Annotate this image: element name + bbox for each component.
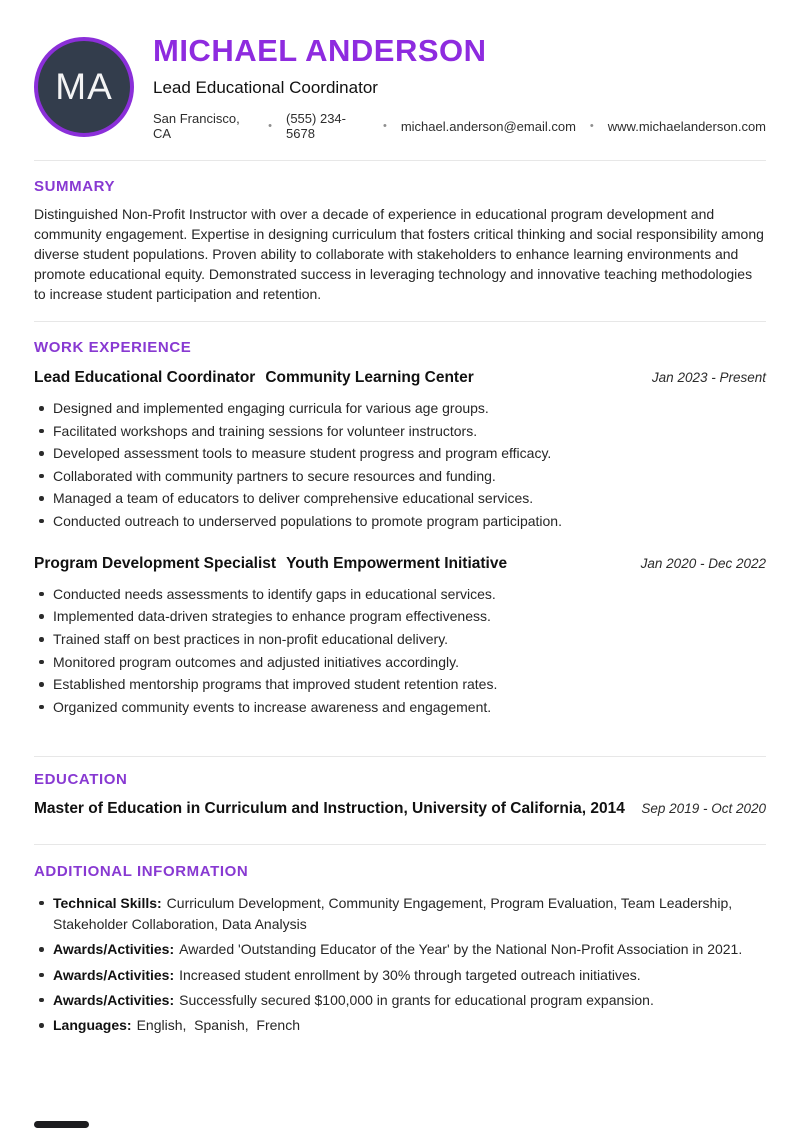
contact-email: michael.anderson@email.com	[400, 118, 576, 134]
education-heading: EDUCATION	[34, 770, 128, 788]
additional-item-label: Awards/Activities:	[53, 941, 175, 958]
job-company: Community Learning Center	[265, 369, 474, 387]
page-end-indicator	[34, 1121, 89, 1128]
additional-item	[34, 1015, 766, 1037]
additional-item	[34, 939, 766, 961]
job-title: Program Development Specialist	[34, 554, 277, 572]
avatar-initials: MA	[55, 66, 113, 107]
bullet-separator-icon: •	[268, 120, 272, 132]
bullet-separator-icon: •	[589, 120, 594, 132]
additional-item-text: Successfully secured $100,000 in grants for educational program expansion.	[179, 991, 654, 1008]
additional-item-label: Languages:	[53, 1017, 132, 1033]
additional-item	[34, 965, 766, 987]
candidate-title: Lead Educational Coordinator	[153, 78, 378, 97]
additional-information-heading: ADDITIONAL INFORMATION	[34, 862, 249, 880]
education-entry	[34, 800, 766, 818]
section-divider	[34, 321, 766, 322]
additional-information-section	[34, 863, 766, 1037]
job-bullet: Implemented data-driven strategies to enhance program effectiveness.	[34, 606, 766, 626]
education-section	[34, 771, 766, 818]
job-dates: Jan 2020 - Dec 2022	[640, 555, 766, 571]
job-bullet: Developed assessment tools to measure student progress and program efficacy.	[34, 443, 766, 463]
additional-item-label: Awards/Activities:	[53, 991, 175, 1008]
job-bullet-list	[34, 584, 766, 717]
additional-item-text: English, Spanish, French	[136, 1017, 300, 1033]
summary-text: Distinguished Non-Profit Instructor with over a decade of experience in educational program development and community engagement. Expertise in designing curriculum that fosters critical thinking and social responsibility among diverse student populations. Proven ability to collaborate with stakeholders to enhance learning environments and promote educational equity. Demonstrated success in leveraging technology and innovative teaching methodologies to increase student participation and retention.	[34, 206, 764, 302]
additional-item-text: Curriculum Development, Community Engagement, Program Evaluation, Team Leadership, Stakeholder Collaboration, Data Analysis	[53, 894, 737, 933]
job-bullet: Conducted needs assessments to identify gaps in educational services.	[34, 584, 766, 604]
job-entry-header	[34, 555, 766, 573]
avatar	[34, 37, 134, 137]
job-bullet-list	[34, 398, 766, 531]
job-bullet: Collaborated with community partners to secure resources and funding.	[34, 466, 766, 486]
summary-section	[34, 178, 766, 304]
education-degree: Master of Education in Curriculum and Instruction, University of California, 2014	[34, 799, 625, 817]
job-bullet: Managed a team of educators to deliver comprehensive educational services.	[34, 488, 766, 508]
job-bullet: Established mentorship programs that improved student retention rates.	[34, 674, 766, 694]
job-title: Lead Educational Coordinator	[34, 369, 256, 387]
additional-item	[34, 990, 766, 1012]
job-entry-header	[34, 369, 766, 387]
bullet-separator-icon: •	[382, 120, 387, 132]
section-divider	[34, 160, 766, 161]
additional-item-label: Awards/Activities:	[53, 966, 175, 983]
section-divider	[34, 756, 766, 757]
additional-item-text: Increased student enrollment by 30% through targeted outreach initiatives.	[179, 966, 641, 983]
job-title-company	[34, 555, 507, 573]
additional-item-text: Awarded 'Outstanding Educator of the Year' by the National Non-Profit Association in 2021.	[179, 941, 743, 958]
contact-phone: (555) 234-5678	[286, 111, 346, 141]
work-experience-heading: WORK EXPERIENCE	[34, 339, 192, 357]
job-title-company	[34, 369, 474, 387]
job-bullet: Trained staff on best practices in non-profit educational delivery.	[34, 629, 766, 649]
job-company: Youth Empowerment Initiative	[286, 554, 508, 572]
additional-item-label: Technical Skills:	[53, 894, 162, 911]
job-dates: Jan 2023 - Present	[651, 370, 766, 386]
candidate-name: MICHAEL ANDERSON	[153, 33, 487, 68]
education-dates: Sep 2019 - Oct 2020	[641, 800, 766, 816]
additional-item	[34, 893, 766, 936]
job-bullet: Conducted outreach to underserved populations to promote program participation.	[34, 511, 766, 531]
section-divider	[34, 844, 766, 845]
contact-row	[153, 111, 766, 141]
job-bullet: Designed and implemented engaging curricula for various age groups.	[34, 398, 766, 418]
job-bullet: Monitored program outcomes and adjusted initiatives accordingly.	[34, 652, 766, 672]
header-text	[153, 33, 766, 141]
job-bullet: Facilitated workshops and training sessions for volunteer instructors.	[34, 421, 766, 441]
additional-list	[34, 893, 766, 1037]
summary-heading: SUMMARY	[34, 178, 116, 195]
contact-website: www.michaelanderson.com	[607, 118, 766, 134]
job-bullet: Organized community events to increase awareness and engagement.	[34, 697, 766, 717]
resume-header	[34, 33, 766, 141]
contact-location: San Francisco, CA	[153, 111, 240, 141]
work-experience-section	[34, 339, 766, 716]
